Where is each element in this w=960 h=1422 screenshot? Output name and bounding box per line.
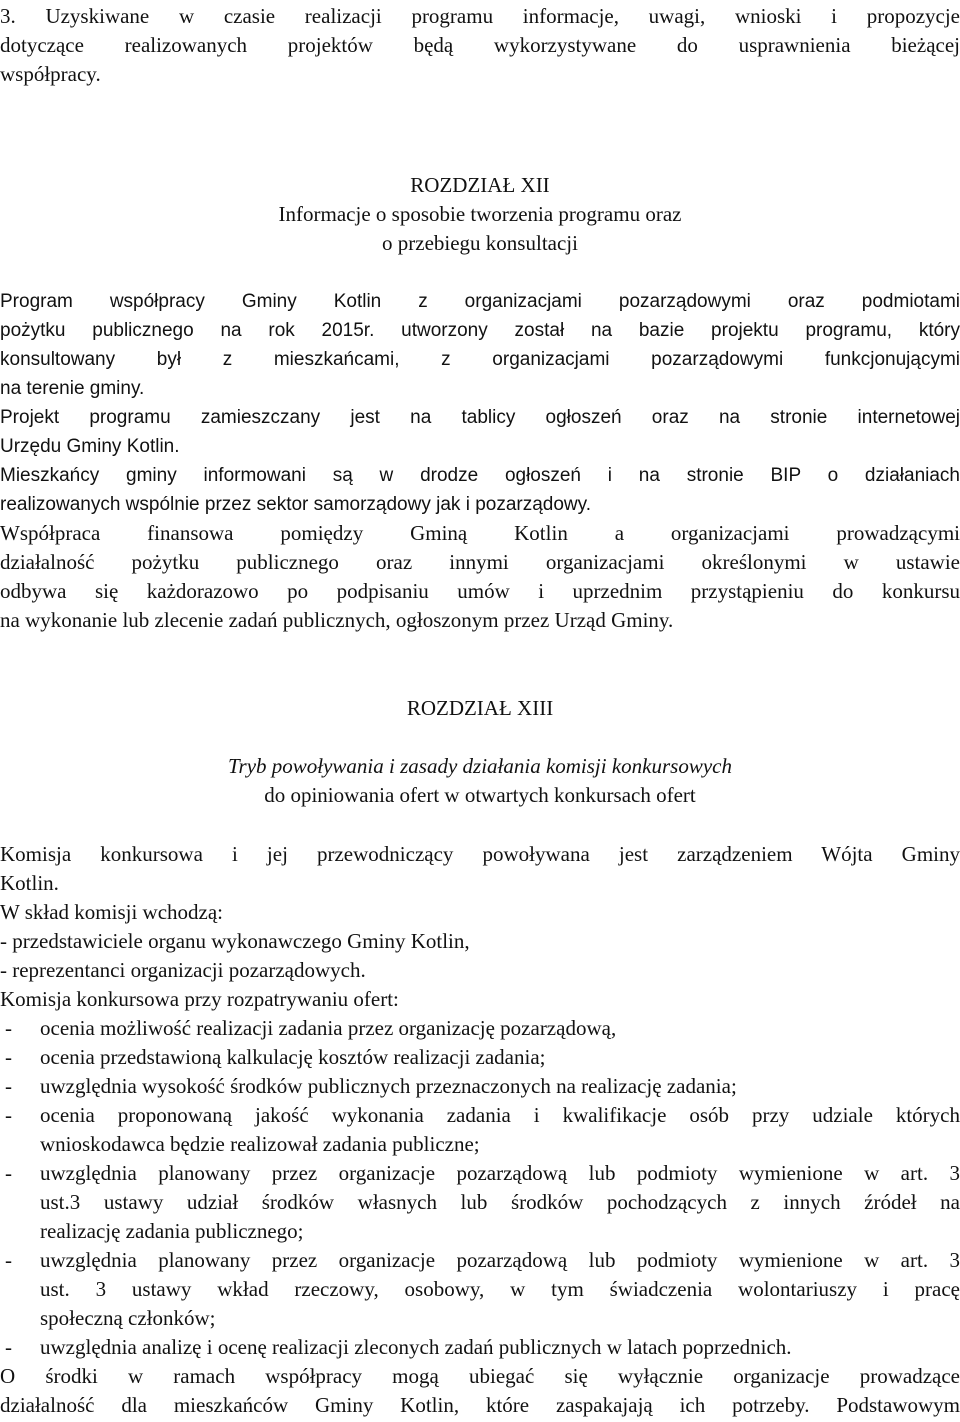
- list-item: uwzględnia wysokość środków publicznych przeznaczonych na realizację zadania;: [40, 1074, 737, 1098]
- review-intro: Komisja konkursowa przy rozpatrywaniu ofert:: [0, 987, 399, 1011]
- paragraph-line: odbywa się każdorazowo po podpisaniu umów i uprzednim przystąpieniu do konkursu: [0, 579, 960, 603]
- paragraph-line: Program współpracy Gminy Kotlin z organizacjami pozarządowymi oraz podmiotami: [0, 291, 960, 312]
- paragraph-line: działalność pożytku publicznego oraz innymi organizacjami określonymi w ustawie: [0, 550, 960, 574]
- list-item: ust.3 ustawy udział środków własnych lub środków pochodzących z innych źródeł na: [40, 1190, 960, 1214]
- list-item: - przedstawiciele organu wykonawczego Gminy Kotlin,: [0, 929, 470, 953]
- paragraph-line: Mieszkańcy gminy informowani są w drodze ogłoszeń i na stronie BIP o działaniach: [0, 465, 960, 486]
- chapter-heading: ROZDZIAŁ XII: [410, 173, 550, 197]
- list-dash: -: [5, 1335, 12, 1359]
- list-item: realizację zadania publicznego;: [40, 1219, 304, 1243]
- list-item: ocenia możliwość realizacji zadania przez organizację pozarządową,: [40, 1016, 617, 1040]
- paragraph-line: 3. Uzyskiwane w czasie realizacji programu informacje, uwagi, wnioski i propozycje: [0, 4, 960, 28]
- paragraph-line: na wykonanie lub zlecenie zadań publicznych, ogłoszonym przez Urząd Gminy.: [0, 608, 674, 632]
- paragraph-line: O środki w ramach współpracy mogą ubiegać się wyłącznie organizacje prowadzące: [0, 1364, 960, 1388]
- chapter-title: Tryb powoływania i zasady działania komisji konkursowych: [228, 754, 732, 778]
- list-dash: -: [5, 1074, 12, 1098]
- list-item: ocenia proponowaną jakość wykonania zadania i kwalifikacje osób przy udziale których: [40, 1103, 960, 1127]
- list-item: społeczną członków;: [40, 1306, 216, 1330]
- chapter-heading: ROZDZIAŁ XIII: [406, 696, 554, 720]
- list-dash: -: [5, 1161, 12, 1185]
- paragraph-line: Komisja konkursowa i jej przewodniczący powoływana jest zarządzeniem Wójta Gminy: [0, 842, 960, 866]
- list-item: uwzględnia analizę i ocenę realizacji zleconych zadań publicznych w latach poprzednich.: [40, 1335, 792, 1359]
- paragraph-line: działalność dla mieszkańców Gminy Kotlin, które zaspakajają ich potrzeby. Podstawowym: [0, 1393, 960, 1417]
- chapter-title: do opiniowania ofert w otwartych konkursach ofert: [264, 783, 696, 807]
- paragraph-line: Projekt programu zamieszczany jest na tablicy ogłoszeń oraz na stronie internetowej: [0, 407, 960, 428]
- paragraph-line: konsultowany był z mieszkańcami, z organizacjami pozarządowymi funkcjonującymi: [0, 349, 960, 370]
- paragraph-line: realizowanych wspólnie przez sektor samorządowy jak i pozarządowy.: [0, 494, 592, 515]
- paragraph-line: pożytku publicznego na rok 2015r. utworzony został na bazie projektu programu, który: [0, 320, 960, 341]
- chapter-subtitle: Informacje o sposobie tworzenia programu oraz: [278, 202, 682, 226]
- list-item: wnioskodawca będzie realizował zadania publiczne;: [40, 1132, 480, 1156]
- list-dash: -: [5, 1016, 12, 1040]
- list-item: ocenia przedstawioną kalkulację kosztów realizacji zadania;: [40, 1045, 546, 1069]
- chapter-subtitle: o przebiegu konsultacji: [382, 231, 578, 255]
- members-intro: W skład komisji wchodzą:: [0, 900, 223, 924]
- paragraph-line: Urzędu Gminy Kotlin.: [0, 436, 180, 457]
- list-dash: -: [5, 1045, 12, 1069]
- list-dash: -: [5, 1248, 12, 1272]
- paragraph-line: na terenie gminy.: [0, 378, 145, 399]
- paragraph-line: Kotlin.: [0, 871, 59, 895]
- paragraph-line: współpracy.: [0, 62, 101, 86]
- list-item: uwzględnia planowany przez organizacje pozarządową lub podmioty wymienione w art. 3: [40, 1161, 960, 1185]
- list-item: - reprezentanci organizacji pozarządowych.: [0, 958, 366, 982]
- list-item: uwzględnia planowany przez organizacje pozarządową lub podmioty wymienione w art. 3: [40, 1248, 960, 1272]
- list-dash: -: [5, 1103, 12, 1127]
- paragraph-line: dotyczące realizowanych projektów będą wykorzystywane do usprawnienia bieżącej: [0, 33, 960, 57]
- list-item: ust. 3 ustawy wkład rzeczowy, osobowy, w tym świadczenia wolontariuszy i pracę: [40, 1277, 960, 1301]
- paragraph-line: Współpraca finansowa pomiędzy Gminą Kotlin a organizacjami prowadzącymi: [0, 521, 960, 545]
